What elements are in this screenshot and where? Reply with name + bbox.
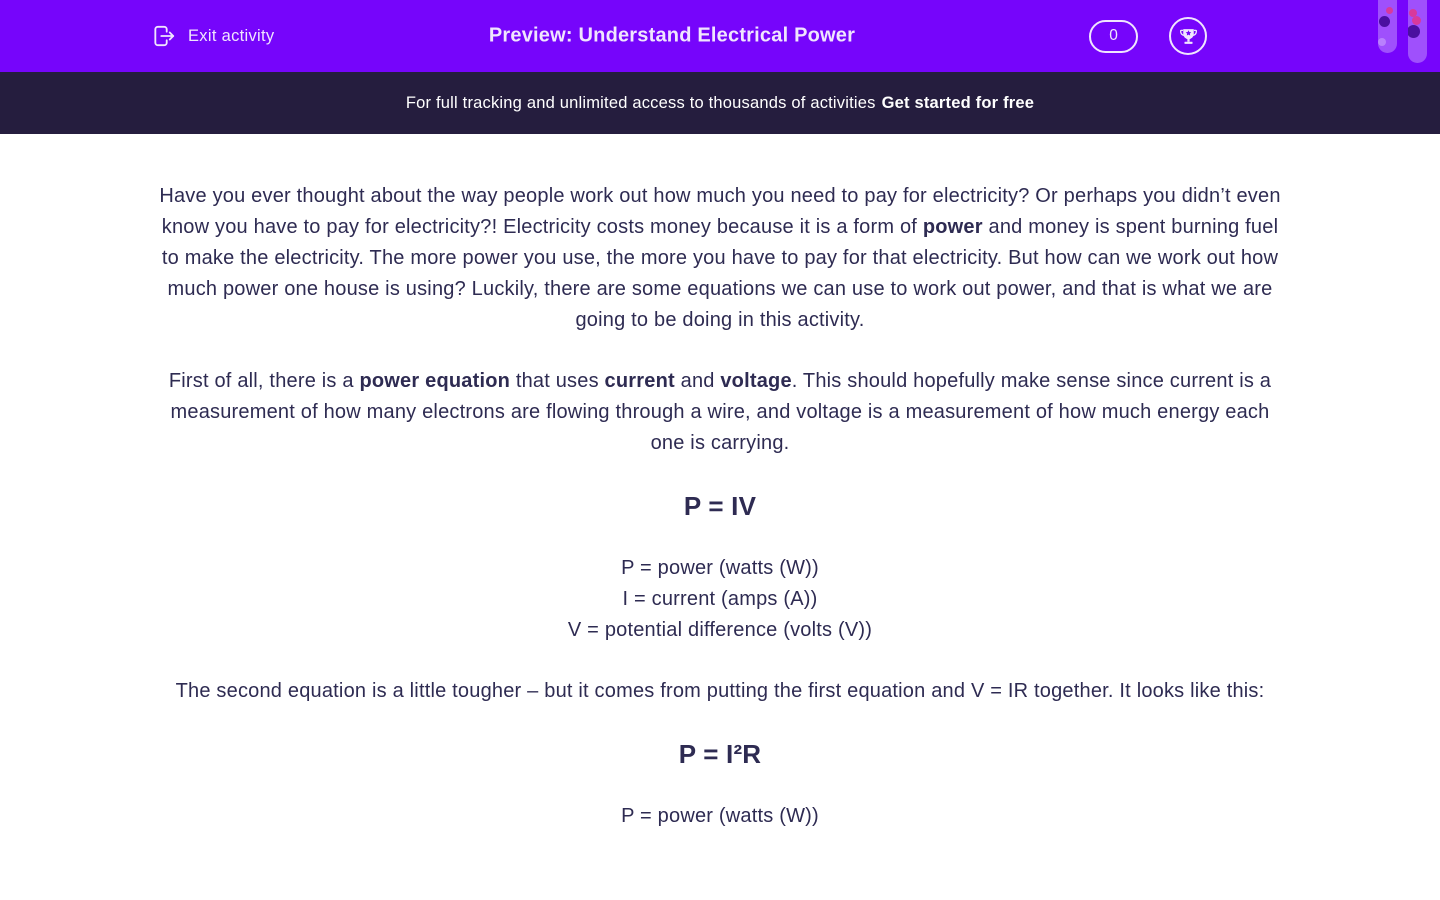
get-started-link[interactable]: Get started for free — [881, 93, 1035, 112]
power-equation-paragraph: First of all, there is a power equation that uses current and voltage. This should hopefully make sense since current is a measurement of how many electrons are flowing through a wire, and voltage is a measurement of how much energy each one is carrying. — [168, 370, 1272, 454]
exit-icon — [151, 23, 177, 49]
top-header — [0, 0, 1440, 72]
activity-content — [154, 134, 1286, 832]
test-tubes-decoration — [1378, 0, 1427, 72]
definition-current: I = current (amps (A)) — [622, 588, 818, 610]
bubble-dot — [1412, 16, 1421, 25]
page-title: Preview: Understand Electrical Power — [488, 24, 856, 47]
second-equation-paragraph: The second equation is a little tougher – but it comes from putting the first equation and V = IR together. It looks like this: — [175, 680, 1265, 702]
equation2-definitions — [154, 801, 1286, 832]
equation-p-i2r: P = I²R — [678, 739, 762, 769]
definition-voltage: V = potential difference (volts (V)) — [567, 619, 873, 641]
bubble-dot — [1386, 7, 1393, 14]
exit-activity-button[interactable] — [151, 0, 274, 72]
bubble-dot — [1378, 38, 1386, 46]
score-badge — [1089, 20, 1138, 53]
equation-p-iv: P = IV — [683, 491, 757, 521]
score-value: 0 — [1109, 27, 1118, 44]
intro-paragraph: Have you ever thought about the way people work out how much you need to pay for electricity? Or perhaps you didn’t even know you have to pay for electricity?! Electricity costs money because it is a form of power and money is spent burning fuel to make the electricity. The more power you use, the more you have to pay for that electricity. But how can we work out how much power one house is using? Luckily, there are some equations we can use to work out power, and that is what we are going to be doing in this activity. — [159, 185, 1281, 331]
exit-activity-label: Exit activity — [188, 26, 275, 45]
bubble-dot — [1408, 25, 1420, 38]
banner-text: For full tracking and unlimited access to thousands of activities — [405, 93, 876, 112]
signup-banner — [0, 72, 1440, 134]
definition-power: P = power (watts (W)) — [621, 557, 819, 579]
bubble-dot — [1379, 16, 1390, 27]
trophy-button[interactable] — [1169, 17, 1207, 55]
equation1-definitions — [154, 553, 1286, 646]
test-tube-icon — [1408, 0, 1427, 63]
test-tube-icon — [1378, 0, 1397, 53]
trophy-icon — [1178, 26, 1199, 47]
definition-power-2: P = power (watts (W)) — [621, 805, 819, 827]
header-actions — [1089, 0, 1207, 72]
